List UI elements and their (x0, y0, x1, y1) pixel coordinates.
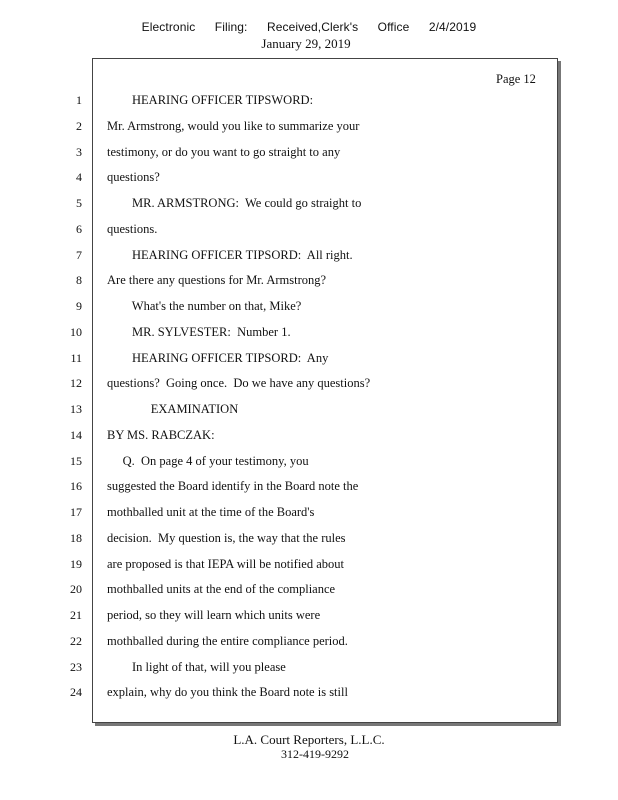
line-number: 20 (70, 582, 82, 597)
line-number: 17 (70, 505, 82, 519)
line-number: 24 (70, 685, 82, 700)
transcript-line: EXAMINATION (107, 402, 239, 416)
line-number: 6 (76, 221, 82, 236)
line-number: 2 (76, 118, 82, 133)
line-number: 21 (70, 608, 82, 622)
transcript-line: What's the number on that, Mike? (107, 299, 302, 313)
line-number: 4 (76, 170, 82, 185)
filing-part: Filing: (214, 20, 248, 34)
transcript-line: mothballed during the entire compliance period. (107, 633, 348, 648)
line-number: 13 (70, 402, 82, 416)
transcript-line: Mr. Armstrong, would you like to summarize your (107, 118, 360, 133)
transcript-line: explain, why do you think the Board note is still (107, 685, 348, 700)
line-number: 9 (76, 299, 82, 313)
filing-stamp (0, 20, 618, 34)
transcript-line: BY MS. RABCZAK: (107, 427, 215, 442)
transcript-line: questions. (107, 221, 158, 236)
transcript-line: suggested the Board identify in the Board note the (107, 479, 359, 494)
transcript-line: Are there any questions for Mr. Armstrong? (107, 273, 327, 288)
page-number: Page 12 (496, 72, 536, 86)
line-number: 18 (70, 530, 82, 545)
reporter-company: L.A. Court Reporters, L.L.C. (233, 732, 385, 747)
line-number: 8 (76, 273, 82, 288)
line-number: 19 (70, 556, 82, 571)
transcript-line: HEARING OFFICER TIPSWORD: (107, 93, 314, 107)
filing-part: Electronic (141, 20, 196, 34)
filing-part: Received,Clerk's (266, 20, 359, 34)
reporter-phone: 312-419-9292 (281, 747, 349, 761)
line-number: 10 (70, 324, 82, 339)
line-number: 22 (70, 633, 82, 648)
transcript-line: MR. ARMSTRONG: We could go straight to (107, 196, 362, 210)
filing-part: 2/4/2019 (428, 20, 477, 34)
line-number: 7 (76, 247, 82, 262)
filing-date: January 29, 2019 (261, 36, 351, 51)
transcript-line: HEARING OFFICER TIPSORD: All right. (107, 247, 353, 262)
line-number: 16 (70, 479, 82, 494)
transcript-line: In light of that, will you please (107, 659, 286, 674)
transcript-line: decision. My question is, the way that the rules (107, 530, 346, 545)
line-number: 12 (70, 376, 82, 391)
line-number: 14 (70, 427, 82, 442)
transcript-line: questions? Going once. Do we have any questions? (107, 376, 371, 391)
transcript-line: mothballed units at the end of the compliance (107, 582, 336, 597)
transcript-line: testimony, or do you want to go straight to any (107, 144, 341, 159)
line-number: 15 (70, 453, 82, 468)
transcript-line: HEARING OFFICER TIPSORD: Any (107, 350, 329, 365)
transcript-line: questions? (107, 170, 160, 185)
line-number: 23 (70, 659, 82, 674)
transcript-line: period, so they will learn which units were (107, 608, 321, 622)
transcript-line: Q. On page 4 of your testimony, you (107, 453, 309, 468)
transcript-line: mothballed unit at the time of the Board's (107, 505, 315, 519)
line-number: 11 (70, 350, 82, 365)
line-number: 1 (76, 93, 82, 107)
filing-part: Office (377, 20, 410, 34)
line-number: 3 (76, 144, 82, 159)
line-number: 5 (76, 196, 82, 210)
transcript-line: MR. SYLVESTER: Number 1. (107, 324, 291, 339)
transcript-line: are proposed is that IEPA will be notified about (107, 556, 344, 571)
